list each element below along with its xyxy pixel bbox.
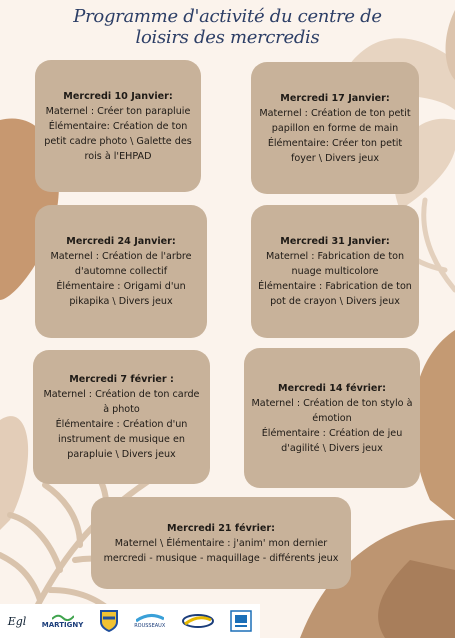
card-heading: Mercredi 17 Janvier: — [280, 92, 390, 104]
card-line: Maternel : Créer ton parapluie — [45, 105, 191, 117]
card-heading: Mercredi 24 Janvier: — [66, 236, 176, 247]
card-heading: Mercredi 21 février: — [167, 522, 275, 534]
martigny-logo-text: MARTIGNY — [41, 621, 84, 629]
card-line: Élémentaire: Créer ton petit — [267, 137, 403, 149]
card-heading: Mercredi 31 Janvier: — [280, 236, 390, 247]
card-21-fevrier — [91, 497, 351, 589]
card-line: d'automne collectif — [74, 266, 168, 277]
swirl-logo — [181, 612, 215, 630]
card-line: foyer \ Divers jeux — [290, 152, 380, 164]
martigny-wave-icon — [52, 613, 74, 621]
card-31-janvier — [251, 205, 419, 338]
card-7-fevrier — [33, 350, 210, 484]
martigny-logo — [42, 613, 84, 629]
caf-logo — [230, 610, 252, 632]
card-line: Maternel : Fabrication de ton — [265, 251, 405, 262]
card-line: Maternel \ Élémentaire : j'anim' mon dernier — [114, 537, 328, 549]
title-line-1: Programme d'activité du centre de — [73, 6, 382, 27]
card-line: d'agilité \ Divers jeux — [281, 442, 383, 454]
rousseaux-logo — [134, 613, 165, 629]
card-heading: Mercredi 10 Janvier: — [63, 90, 173, 102]
card-heading: Mercredi 14 février: — [278, 382, 386, 394]
card-line: petit cadre photo \ Galette des — [44, 135, 192, 147]
card-line: Maternel : Création de l'arbre — [50, 251, 192, 262]
card-line: Élémentaire : Fabrication de ton — [258, 281, 412, 292]
title-line-2: loisirs des mercredis — [135, 27, 320, 48]
card-line: Maternel : Création de ton petit — [259, 107, 411, 119]
card-line: parapluie \ Divers jeux — [67, 449, 176, 460]
card-17-janvier — [251, 62, 419, 194]
card-line: Maternel : Création de ton stylo à — [251, 397, 413, 409]
card-line: Maternel : Création de ton carde — [43, 389, 200, 400]
card-line: à photo — [103, 404, 140, 415]
page-title — [0, 6, 455, 48]
card-line: rois à l'EHPAD — [84, 150, 152, 162]
card-10-janvier — [35, 60, 201, 192]
card-heading: Mercredi 7 février : — [69, 374, 174, 385]
swirl-icon — [181, 612, 215, 630]
egl-logo — [8, 615, 27, 628]
egl-logo-text: Egl — [7, 614, 27, 628]
card-line: émotion — [312, 412, 352, 424]
card-line: Élémentaire : Création d'un — [55, 419, 188, 430]
caf-icon — [230, 610, 252, 632]
card-line: mercredi - musique - maquillage - différents jeux — [103, 552, 339, 564]
card-line: instrument de musique en — [58, 434, 185, 445]
card-line: pot de crayon \ Divers jeux — [270, 296, 400, 307]
crest-logo — [99, 609, 119, 633]
card-line: Élémentaire : Origami d'un — [56, 281, 186, 292]
swoosh-icon — [136, 613, 164, 623]
partner-logos — [0, 604, 260, 638]
card-line: papillon en forme de main — [271, 122, 399, 134]
card-14-fevrier — [244, 348, 420, 488]
card-line: pikapika \ Divers jeux — [69, 296, 173, 307]
rousseaux-logo-text: ROUSSEAUX — [134, 623, 166, 629]
card-line: Élémentaire: Création de ton — [48, 120, 188, 132]
card-line: Élémentaire : Création de jeu — [261, 427, 403, 439]
card-24-janvier — [35, 205, 207, 338]
shield-icon — [99, 609, 119, 633]
card-line: nuage multicolore — [291, 266, 379, 277]
